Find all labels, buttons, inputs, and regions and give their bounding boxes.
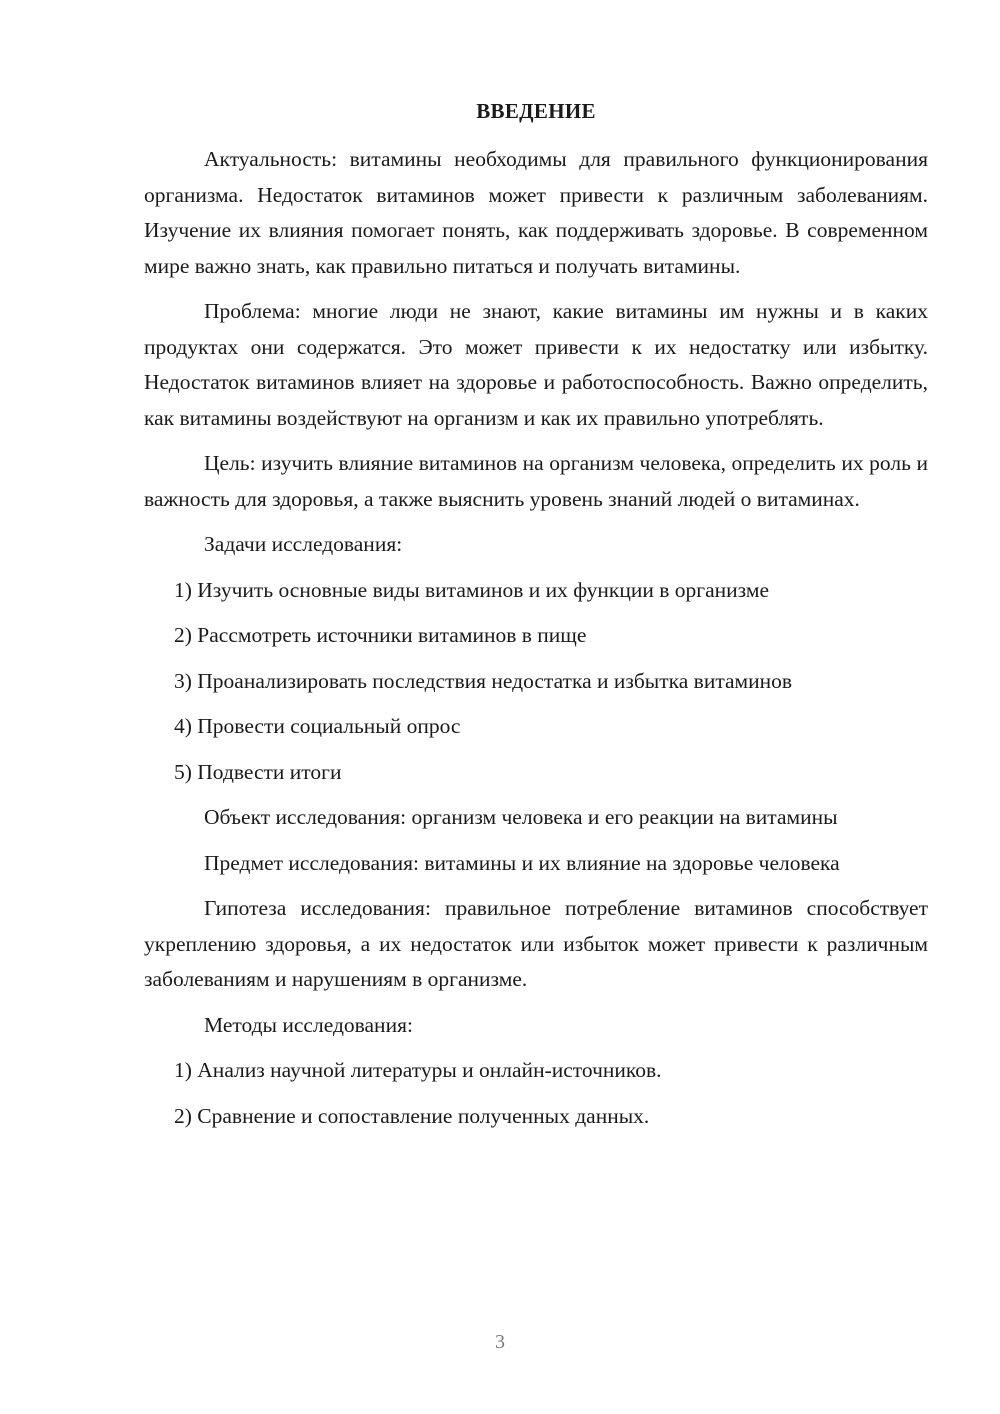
task-item: 4) Провести социальный опрос (174, 714, 461, 738)
task-item: 2) Рассмотреть источники витаминов в пище (174, 623, 587, 647)
hypothesis-paragraph: Гипотеза исследования: правильное потребление витаминов способствует укреплению здоровья, а их недостаток или избыток может привести к различным заболеваниям и нарушениям в организме. (144, 896, 928, 991)
tasks-list (144, 573, 928, 791)
task-item: 3) Проанализировать последствия недостатка и избытка витаминов (174, 668, 793, 693)
document-page (144, 96, 928, 1144)
relevance-paragraph: Актуальность: витамины необходимы для правильного функционирования организма. Недостаток витаминов может привести к различным заболеваниям. Изучение их влияния помогает понять, как поддерживать здоровье. В современном мире важно знать, как правильно питаться и получать витамины. (144, 147, 928, 278)
tasks-heading: Задачи исследования: (204, 532, 403, 556)
goal-paragraph: Цель: изучить влияние витаминов на организм человека, определить их роль и важность для здоровья, а также выяснить уровень знаний людей о витаминах. (144, 451, 928, 511)
methods-heading: Методы исследования: (204, 1012, 413, 1037)
page-number: 3 (495, 1331, 505, 1353)
task-item: 1) Изучить основные виды витаминов и их функции в организме (174, 577, 770, 602)
method-item: 2) Сравнение и сопоставление полученных данных. (174, 1103, 650, 1128)
problem-paragraph: Проблема: многие люди не знают, какие витамины им нужны и в каких продуктах они содержатся. Это может привести к их недостатку или избытку. Недостаток витаминов влияет на здоровье и работоспособность. Важно определить, как витамины воздействуют на организм и как их правильно употреблять. (144, 299, 928, 430)
task-item: 5) Подвести итоги (174, 759, 342, 784)
method-item: 1) Анализ научной литературы и онлайн-источников. (174, 1058, 662, 1082)
methods-list (144, 1053, 928, 1134)
page-title: ВВЕДЕНИЕ (476, 99, 596, 123)
object-paragraph: Объект исследования: организм человека и его реакции на витамины (204, 805, 838, 829)
subject-paragraph: Предмет исследования: витамины и их влияние на здоровье человека (204, 850, 840, 875)
